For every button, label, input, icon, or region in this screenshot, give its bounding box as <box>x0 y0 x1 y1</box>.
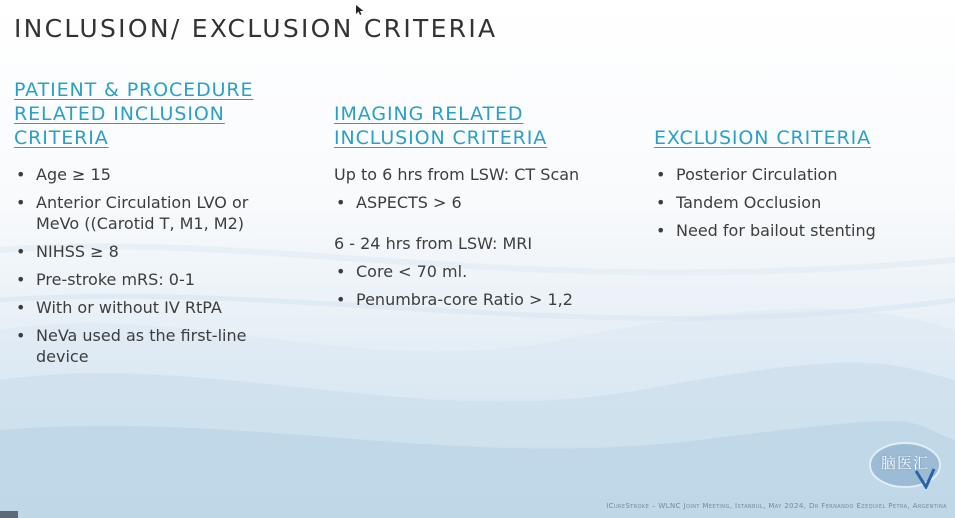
list-item: • Penumbra-core Ratio > 1,2 <box>334 289 634 310</box>
list-item: • Pre-stroke mRS: 0-1 <box>14 269 284 290</box>
corner-tag <box>0 511 18 518</box>
ct-window-label: Up to 6 hrs from LSW: CT Scan <box>334 165 580 184</box>
slide-footer: ICureStroke – WLNC Joint Meeting, Istanbul, May 2024, Dr Fernando Ezequiel Petra, Argentina <box>606 502 947 510</box>
exclusion-criteria-column <box>654 126 944 248</box>
patient-criteria-column <box>14 78 314 374</box>
list-item: • Posterior Circulation <box>654 164 944 185</box>
mri-window-label: 6 - 24 hrs from LSW: MRI <box>334 234 533 253</box>
list-item: • Age ≥ 15 <box>14 164 284 185</box>
exclusion-criteria-list <box>654 164 944 241</box>
list-item: • ASPECTS > 6 <box>334 192 634 213</box>
patient-criteria-list <box>14 164 284 367</box>
mouse-cursor-icon <box>356 5 364 15</box>
heading-line: EXCLUSION CRITERIA <box>654 127 872 149</box>
exclusion-criteria-heading <box>654 126 944 150</box>
heading-line: RELATED INCLUSION <box>14 103 225 125</box>
list-item: • NeVa used as the first-line device <box>14 325 284 367</box>
list-item: • Tandem Occlusion <box>654 192 944 213</box>
heading-line: IMAGING RELATED <box>334 103 524 125</box>
imaging-criteria-column <box>334 102 634 317</box>
list-item: • Anterior Circulation LVO or MeVo ((Carotid T, M1, M2) <box>14 192 284 234</box>
list-item: • NIHSS ≥ 8 <box>14 241 284 262</box>
imaging-criteria-heading <box>334 102 634 150</box>
patient-criteria-heading <box>14 78 314 150</box>
heading-line: CRITERIA <box>14 127 109 149</box>
heading-line: PATIENT & PROCEDURE <box>14 79 254 101</box>
mri-criteria-list <box>334 261 634 310</box>
ct-criteria-list <box>334 192 634 213</box>
list-item: • Need for bailout stenting <box>654 220 944 241</box>
list-item: • Core < 70 ml. <box>334 261 634 282</box>
list-item: • With or without IV RtPA <box>14 297 284 318</box>
watermark-label: 脑医汇 <box>880 454 929 472</box>
slide-title: INCLUSION/ EXCLUSION CRITERIA <box>14 14 498 43</box>
brain-logo-icon <box>868 441 942 489</box>
heading-line: INCLUSION CRITERIA <box>334 127 548 149</box>
